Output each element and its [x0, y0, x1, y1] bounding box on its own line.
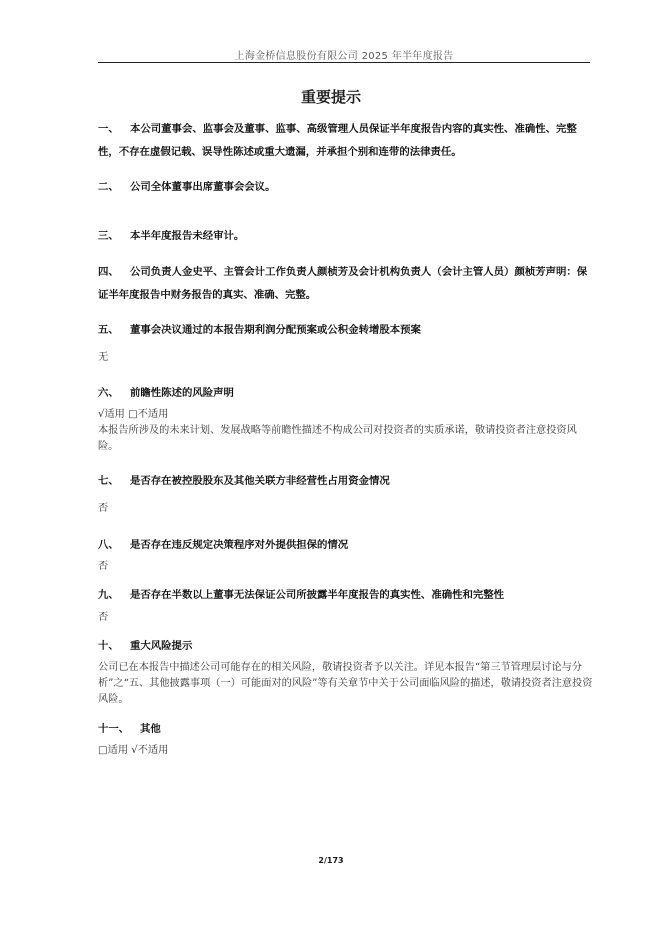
- section-7-body: 否: [98, 503, 109, 514]
- section-6: [98, 382, 594, 405]
- section-5: [98, 319, 594, 342]
- running-header: 上海金桥信息股份有限公司 2025 年半年度报告: [234, 51, 454, 62]
- section-6-options: √适用 □不适用: [98, 409, 169, 420]
- section-4-number: 四、: [98, 266, 119, 278]
- section-6-text: 前瞻性陈述的风险声明: [130, 387, 234, 399]
- section-2: [98, 176, 594, 199]
- section-8-body: 否: [98, 561, 109, 572]
- section-1: [98, 118, 594, 164]
- section-9-number: 九、: [98, 589, 119, 601]
- section-4-text: 公司负责人金史平、主管会计工作负责人颜桢芳及会计机构负责人（会计主管人员）颜桢芳声明：保证半年度报告中财务报告的真实、准确、完整。: [98, 266, 588, 301]
- section-10-number: 十、: [98, 640, 119, 652]
- header-rule: [98, 62, 590, 63]
- section-8-text: 是否存在违反规定决策程序对外提供担保的情况: [130, 539, 349, 551]
- section-10: [98, 635, 594, 658]
- page-number: 2/173: [318, 856, 344, 865]
- section-11-text: 其他: [140, 723, 161, 735]
- section-6-body: 本报告所涉及的未来计划、发展战略等前瞻性描述不构成公司对投资者的实质承诺，敬请投资者注意投资风险。: [98, 425, 577, 452]
- section-5-number: 五、: [98, 324, 119, 336]
- section-3-number: 三、: [98, 230, 119, 242]
- section-11-number: 十一、: [98, 723, 130, 735]
- section-3: [98, 225, 594, 248]
- section-9-body: 否: [98, 612, 109, 623]
- section-9-text: 是否存在半数以上董事无法保证公司所披露半年度报告的真实性、准确性和完整性: [130, 589, 505, 601]
- section-11-options: □适用 √不适用: [98, 745, 169, 756]
- section-1-number: 一、: [98, 123, 119, 135]
- section-7-text: 是否存在被控股股东及其他关联方非经营性占用资金情况: [130, 475, 390, 487]
- section-4: [98, 261, 594, 307]
- section-5-body: 无: [98, 352, 109, 363]
- section-5-text: 董事会决议通过的本报告期利润分配预案或公积金转增股本预案: [130, 324, 421, 336]
- section-3-text: 本半年度报告未经审计。: [130, 230, 245, 242]
- section-6-number: 六、: [98, 387, 119, 399]
- section-2-text: 公司全体董事出席董事会会议。: [130, 181, 276, 193]
- section-7-number: 七、: [98, 475, 119, 487]
- section-10-body: 公司已在本报告中描述公司可能存在的相关风险，敬请投资者予以关注。详见本报告“第三节管理层讨论与分析”之“五、其他披露事项（一）可能面对的风险”等有关章节中关于公司面临风险的描述，敬请投资者注意投资风险。: [98, 662, 593, 705]
- section-11: [98, 718, 594, 741]
- section-10-text: 重大风险提示: [130, 640, 193, 652]
- section-7: [98, 470, 594, 493]
- section-8: [98, 534, 594, 557]
- section-8-number: 八、: [98, 539, 119, 551]
- section-1-text: 本公司董事会、监事会及董事、监事、高级管理人员保证半年度报告内容的真实性、准确性、完整性，不存在虚假记载、误导性陈述或重大遗漏，并承担个别和连带的法律责任。: [98, 123, 577, 158]
- section-2-number: 二、: [98, 181, 119, 193]
- section-9: [98, 584, 594, 607]
- page-title: 重要提示: [300, 88, 361, 106]
